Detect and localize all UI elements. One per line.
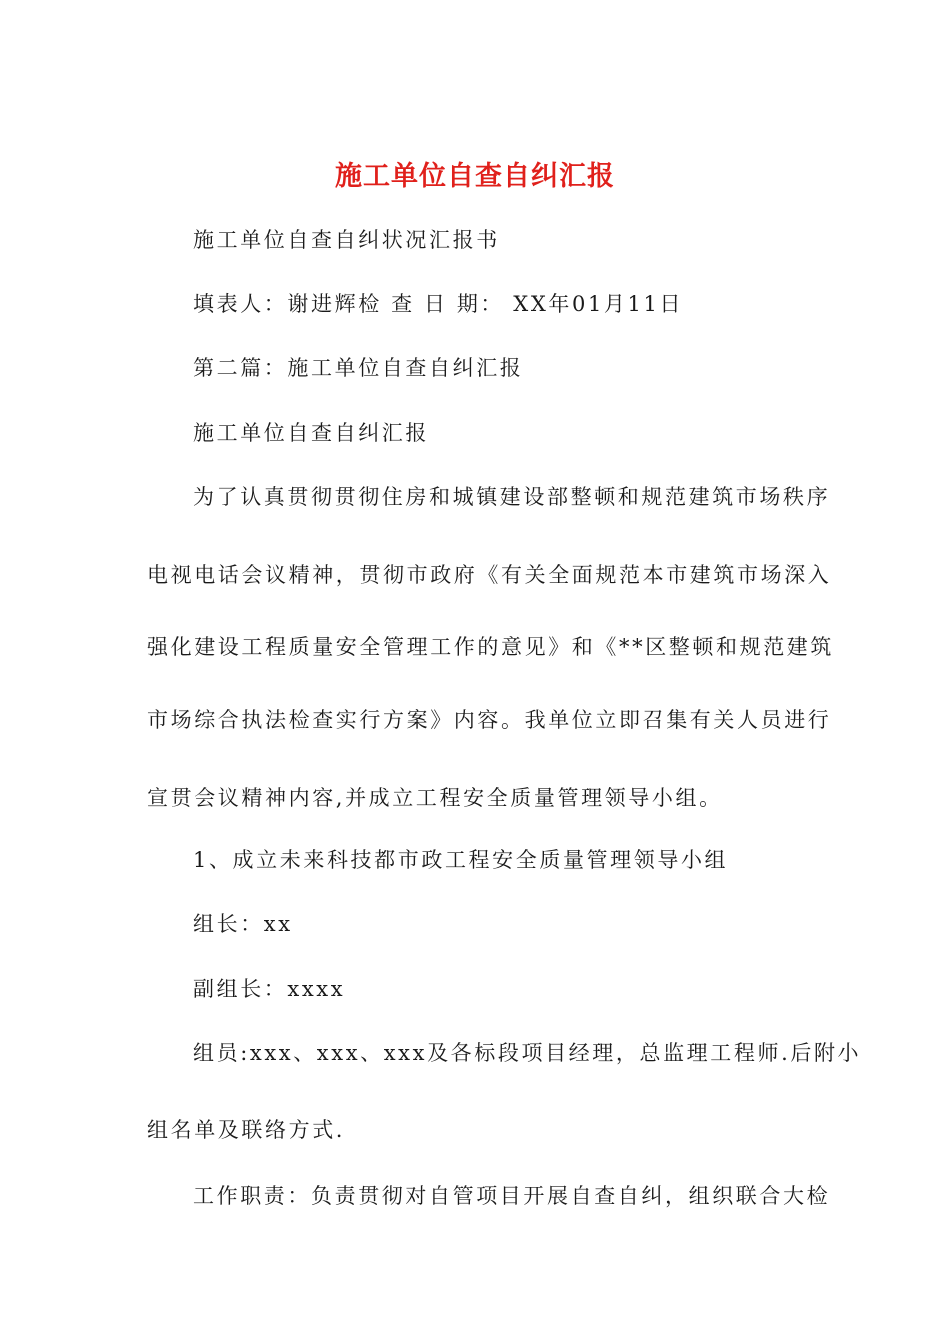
paragraph-line: 强化建设工程质量安全管理工作的意见》和《**区整顿和规范建筑 <box>147 635 834 659</box>
paragraph-line: 施工单位自查自纠状况汇报书 <box>193 228 500 252</box>
paragraph-line: 副组长：xxxx <box>193 977 346 1001</box>
paragraph-line: 市场综合执法检查实行方案》内容。我单位立即召集有关人员进行 <box>147 708 832 732</box>
paragraph-line: 施工单位自查自纠汇报 <box>193 421 429 445</box>
paragraph-line: 填表人：谢进辉检 查 日 期： XX年01月11日 <box>193 292 684 316</box>
paragraph-line: 第二篇：施工单位自查自纠汇报 <box>193 356 524 380</box>
paragraph-line: 组名单及联络方式. <box>147 1118 346 1142</box>
document-title: 施工单位自查自纠汇报 <box>335 161 615 192</box>
paragraph-line: 电视电话会议精神，贯彻市政府《有关全面规范本市建筑市场深入 <box>147 563 832 587</box>
paragraph-line: 宣贯会议精神内容,并成立工程安全质量管理领导小组。 <box>147 786 723 810</box>
paragraph-line: 组长：xx <box>193 912 293 936</box>
paragraph-line: 为了认真贯彻贯彻住房和城镇建设部整顿和规范建筑市场秩序 <box>193 485 831 509</box>
paragraph-line: 工作职责：负责贯彻对自管项目开展自查自纠，组织联合大检 <box>193 1184 831 1208</box>
paragraph-line: 组员:xxx、xxx、xxx及各标段项目经理，总监理工程师.后附小 <box>193 1041 862 1065</box>
paragraph-line: 1、成立未来科技都市政工程安全质量管理领导小组 <box>193 848 729 872</box>
